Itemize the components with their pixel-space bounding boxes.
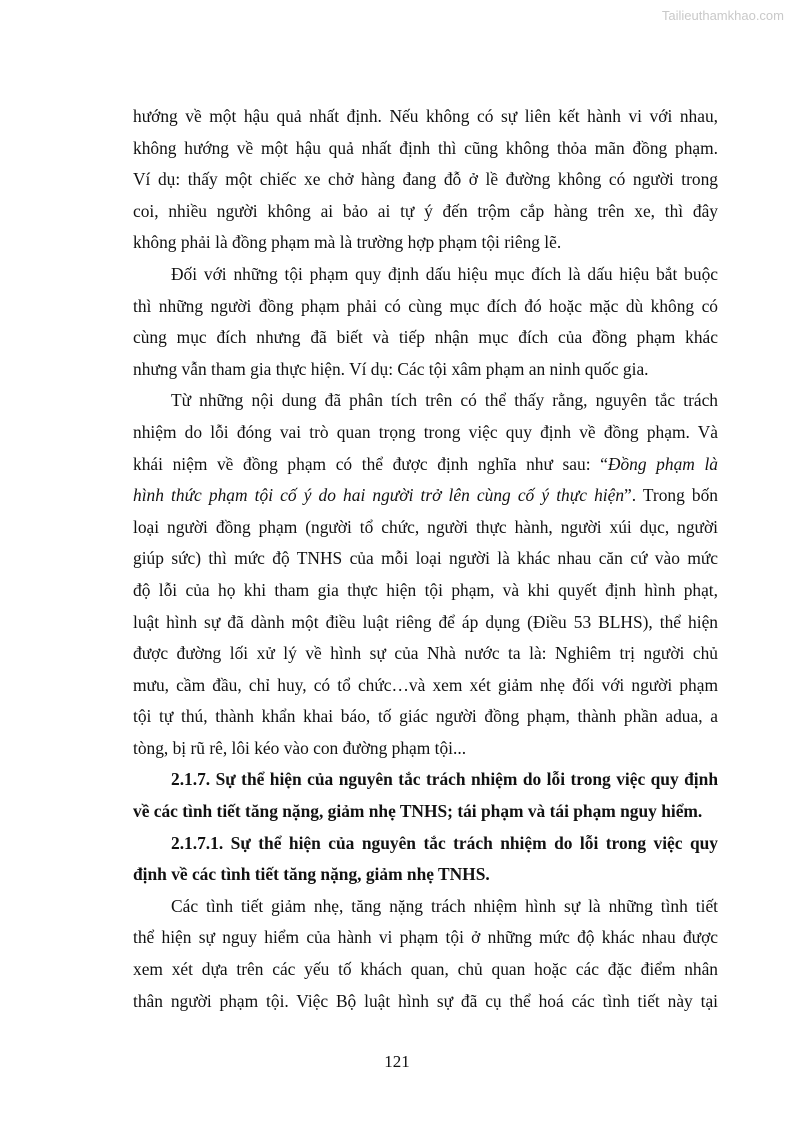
- text-line: thì những người đồng phạm phải có cùng mục đích đó hoặc mặc dù không có: [133, 295, 718, 316]
- text-line: loại người đồng phạm (người tổ chức, người thực hành, người xúi dục, người: [133, 516, 718, 537]
- paragraph-1: [133, 101, 718, 259]
- heading-line: về các tình tiết tăng nặng, giảm nhẹ TNHS; tái phạm và tái phạm nguy hiểm.: [133, 801, 703, 822]
- text-line: thân người phạm tội. Việc Bộ luật hình sự đã cụ thể hoá các tình tiết này tại: [133, 990, 718, 1011]
- section-heading-2-1-7-1: [133, 828, 718, 891]
- text-line: Ví dụ: thấy một chiếc xe chở hàng đang đỗ ở lề đường không có người trong: [133, 169, 718, 190]
- heading-line: 2.1.7. Sự thể hiện của nguyên tắc trách nhiệm do lỗi trong việc quy định: [171, 769, 718, 790]
- text-line: hướng về một hậu quả nhất định. Nếu không có sự liên kết hành vi với nhau,: [133, 106, 718, 126]
- paragraph-2: [133, 259, 718, 385]
- text-line: nhưng vẫn tham gia thực hiện. Ví dụ: Các tội xâm phạm an ninh quốc gia.: [133, 358, 649, 379]
- document-body: [133, 101, 718, 1017]
- text-line: luật hình sự đã dành một điều luật riêng để áp dụng (Điều 53 BLHS), thể hiện: [133, 611, 718, 632]
- text-line: Từ những nội dung đã phân tích trên có thể thấy rằng, nguyên tắc trách: [171, 390, 718, 411]
- text-line: nhiệm do lỗi đóng vai trò quan trọng trong việc quy định về đồng phạm. Và: [133, 421, 718, 442]
- heading-line: định về các tình tiết tăng nặng, giảm nhẹ TNHS.: [133, 864, 490, 885]
- text-line: tòng, bị rũ rê, lôi kéo vào con đường phạm tội...: [133, 737, 467, 758]
- text-line: xem xét dựa trên các yếu tố khách quan, chủ quan hoặc các đặc điểm nhân: [133, 959, 718, 980]
- text-line: được đường lối xử lý về hình sự của Nhà nước ta là: Nghiêm trị người chủ: [133, 643, 718, 664]
- text-line: Đối với những tội phạm quy định dấu hiệu mục đích là dấu hiệu bắt buộc: [171, 263, 718, 284]
- paragraph-4: [133, 891, 718, 1017]
- text-line: cùng mục đích nhưng đã biết và tiếp nhận mục đích của đồng phạm khác: [133, 327, 718, 348]
- text-line: giúp sức) thì mức độ TNHS của mỗi loại người là khác nhau căn cứ vào mức: [133, 548, 718, 569]
- page-number: 121: [384, 1052, 410, 1071]
- text-line: độ lỗi của họ khi tham gia thực hiện tội phạm, và khi quyết định hình phạt,: [133, 579, 718, 600]
- paragraph-3: [133, 385, 718, 764]
- watermark: Tailieuthamkhao.com: [661, 8, 784, 23]
- text-line: coi, nhiều người không ai bảo ai tự ý đến trộm cắp hàng trên xe, thì đây: [133, 200, 718, 221]
- text-line: không hướng về một hậu quả nhất định thì cũng không thỏa mãn đồng phạm.: [133, 137, 718, 158]
- text-line: không phải là đồng phạm mà là trường hợp phạm tội riêng lẽ.: [133, 232, 562, 253]
- heading-line: 2.1.7.1. Sự thể hiện của nguyên tắc trách nhiệm do lỗi trong việc quy: [171, 832, 718, 853]
- text-line: mưu, cầm đầu, chỉ huy, có tổ chức…và xem xét giảm nhẹ đối với người phạm: [133, 674, 718, 695]
- text-line: tội tự thú, thành khẩn khai báo, tố giác người đồng phạm, thành phần adua, a: [133, 706, 718, 727]
- text-line: khái niệm về đồng phạm có thể được định nghĩa như sau: “Đồng phạm là: [133, 453, 718, 474]
- text-line: hình thức phạm tội cố ý do hai người trở lên cùng cố ý thực hiện”. Trong bốn: [133, 485, 718, 506]
- text-line: thể hiện sự nguy hiểm của hành vi phạm tội ở những mức độ khác nhau được: [133, 927, 718, 948]
- text-line: Các tình tiết giảm nhẹ, tăng nặng trách nhiệm hình sự là những tình tiết: [171, 895, 718, 916]
- section-heading-2-1-7: [133, 764, 718, 827]
